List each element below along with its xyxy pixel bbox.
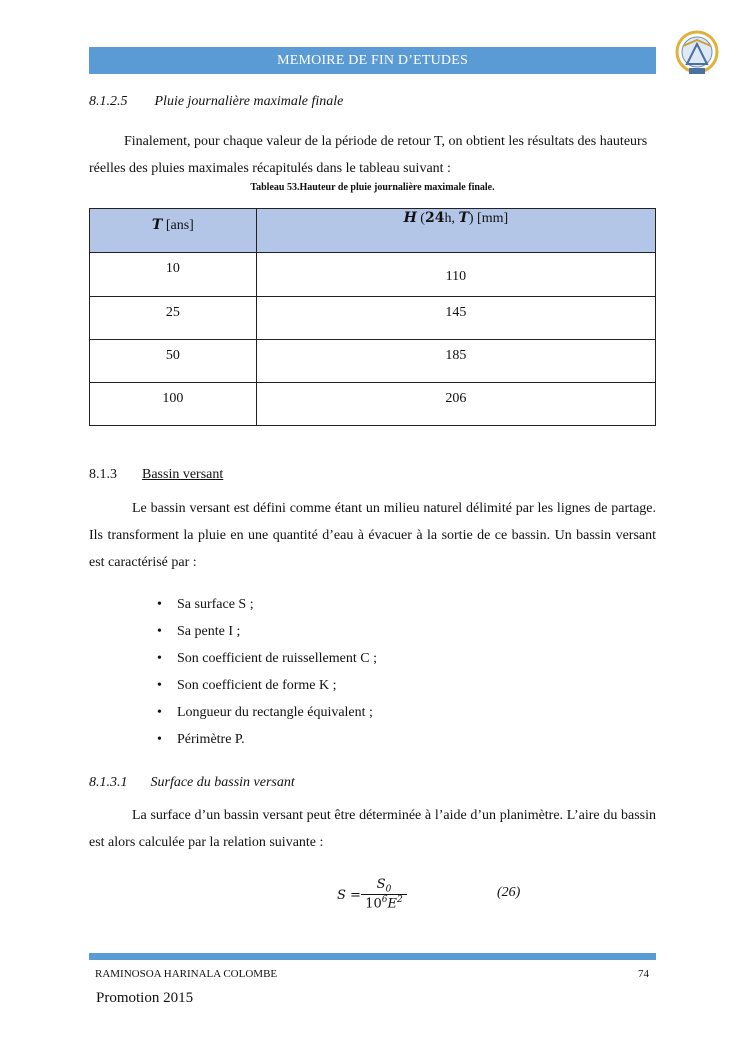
footer-author: RAMINOSOA HARINALA COLOMBE [95,968,278,980]
page-number: 74 [638,968,649,980]
section-number: 8.1.3 [89,467,117,482]
section-number: 8.1.3.1 [89,775,128,790]
section-title: Surface du bassin versant [150,775,295,790]
list-item: • Sa surface S ; [157,597,254,612]
list-item: • Son coefficient de forme K ; [157,678,337,693]
table-row [90,383,656,426]
cell-t: 100 [90,383,257,426]
section-title: Pluie journalière maximale finale [154,94,344,109]
section-heading-8-1-2-5 [89,94,343,110]
footer-divider [89,953,656,960]
cell-h: 145 [256,297,655,340]
surface-paragraph: La surface d’un bassin versant peut être déterminée à l’aide d’un planimètre. L’aire du bassin est alors calculée par la relation suivante : [89,808,656,850]
cell-h: 110 [256,253,655,297]
table-header-row [90,209,656,253]
section-number: 8.1.2.5 [89,94,128,109]
cell-h: 185 [256,340,655,383]
list-item: • Longueur du rectangle équivalent ; [157,705,373,720]
table-row [90,340,656,383]
formula-fraction [361,877,407,911]
cell-t: 50 [90,340,257,383]
section-heading-8-1-3-1 [89,775,295,791]
section-title: Bassin versant [142,467,224,482]
table-caption: Tableau 53.Hauteur de pluie journalière maximale finale. [250,182,495,193]
list-item: • Sa pente I ; [157,624,241,639]
intro-paragraph: Finalement, pour chaque valeur de la période de retour T, on obtient les résultats des hauteurs réelles des pluies maximales récapitulés dans le tableau suivant : [89,134,648,176]
equation-number: (26) [497,885,521,900]
cell-t: 25 [90,297,257,340]
column-header-h: H (24h, T) [mm] [256,209,655,253]
section-heading-8-1-3 [89,467,223,483]
cell-h: 206 [256,383,655,426]
surface-formula [337,877,417,917]
bassin-versant-paragraph: Le bassin versant est défini comme étant un milieu naturel délimité par les lignes de partage. Ils transforment la pluie en une quantité d’eau à évacuer à la sortie de ce bassin. Un bassin versant est caractérisé par : [89,501,656,570]
formula-denominator: $10^6E^2$ [365,895,403,912]
formula-numerator: $S_0$ [361,877,407,895]
page-header-title: MEMOIRE DE FIN D’ETUDES [89,47,656,74]
list-item: • Son coefficient de ruissellement C ; [157,651,377,666]
column-header-t: T [ans] [90,209,257,253]
rainfall-table [89,208,656,426]
bassin-characteristics-list [150,593,377,755]
table-row [90,297,656,340]
footer-promotion: Promotion 2015 [96,990,194,1006]
list-item: • Périmètre P. [157,732,245,747]
cell-t: 10 [90,253,257,297]
school-emblem-icon [673,30,721,80]
table-row [90,253,656,297]
formula-lhs: S = [337,888,361,903]
